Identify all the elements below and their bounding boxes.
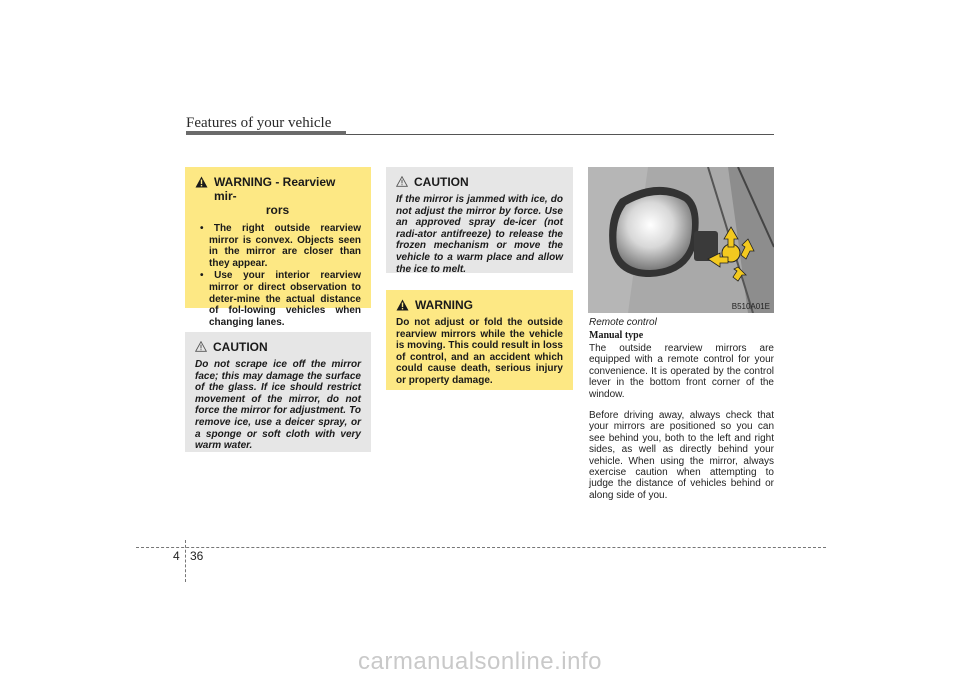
caution-title: CAUTION (213, 340, 268, 354)
section-title: Remote control (589, 317, 657, 328)
header-rule (346, 134, 774, 135)
warning-title: WARNING (415, 298, 473, 312)
warning-box-fold-mirrors (386, 290, 573, 390)
caution-triangle-icon (195, 341, 207, 352)
page-header-title: Features of your vehicle (186, 115, 332, 131)
list-item: • The right outside rearview mirror is convex. Objects seen in the mirror are closer than they appear. (200, 223, 361, 269)
section-subtitle: Manual type (589, 330, 644, 341)
caution-text: If the mirror is jammed with ice, do not adjust the mirror by force. Use an approved spray de-icer (not radi-ator antifreeze) to release the frozen mechanism or move the vehicle to a warm place and allow the ice to melt. (396, 194, 563, 275)
caution-triangle-icon (396, 176, 408, 187)
warning-title-line2: rors (265, 203, 290, 217)
chapter-number: 4 (173, 549, 180, 563)
caution-box-jammed-ice (386, 167, 573, 273)
page-number: 36 (190, 549, 204, 563)
body-paragraph-2: Before driving away, always check that your mirrors are positioned so you can see behind you, both to the left and right sides, as well as directly behind your vehicle. When using the mirror, always exercise caution when attempting to judge the distance of vehicles behind or along side of you. (589, 410, 774, 501)
footer-dashed-divider (185, 540, 186, 582)
warning-title (195, 175, 361, 217)
caution-title-row (195, 340, 361, 354)
warning-title-line1: WARNING - Rearview mir- (214, 175, 336, 203)
caution-title-row (396, 175, 563, 189)
warning-triangle-icon (396, 299, 409, 311)
warning-text: Do not adjust or fold the outside rearview mirrors while the vehicle is moving. This could result in loss of control, and an accident which could cause death, serious injury or property damage. (396, 317, 563, 386)
warning-list (195, 223, 361, 328)
mirror-illustration-svg (588, 167, 774, 313)
caution-title: CAUTION (414, 175, 469, 189)
list-item: • Use your interior rearview mirror or direct observation to deter-mine the actual distance of fol-lowing vehicles when changing lanes. (200, 270, 361, 328)
site-watermark: carmanualsonline.info (358, 648, 602, 675)
figure-label: B510A01E (731, 302, 770, 311)
warning-box-rearview-mirrors (185, 167, 371, 328)
warning-triangle-icon (195, 176, 208, 188)
caution-text: Do not scrape ice off the mirror face; this may damage the surface of the glass. If ice should restrict movement of the mirror, do not force the mirror for adjustment. To remove ice, use a deicer spray, or a sponge or soft cloth with very warm water. (195, 359, 361, 452)
mirror-control-illustration (588, 167, 774, 313)
caution-box-scrape-ice (185, 332, 371, 452)
body-paragraph-1: The outside rearview mirrors are equipped with a remote control for your convenience. It is operated by the control lever in the bottom front corner of the window. (589, 343, 774, 400)
footer-dashed-rule (136, 547, 826, 548)
header-tab-bar (186, 131, 346, 135)
warning-title-row (396, 298, 563, 312)
